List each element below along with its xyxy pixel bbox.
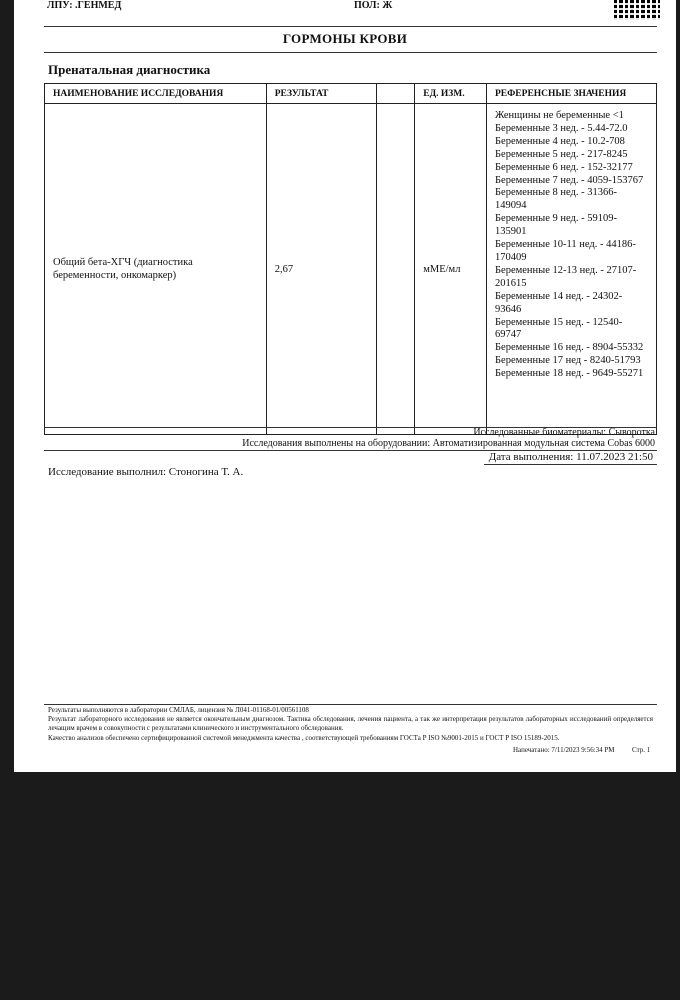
- date-done: Дата выполнения: 11.07.2023 21:50: [488, 451, 653, 463]
- results-table: [44, 83, 657, 435]
- unit-value: мМЕ/мл: [415, 104, 487, 435]
- result-flag: [377, 104, 415, 435]
- sex-value: Ж: [382, 0, 393, 11]
- biomaterial-info: Исследованные биоматериалы: Сыворотка: [473, 427, 655, 438]
- column-header: РЕЗУЛЬТАТ: [266, 84, 377, 104]
- reference-item: Беременные 18 нед. - 9649-55271: [495, 368, 644, 380]
- divider: [484, 464, 657, 465]
- reference-item: Беременные 6 нед. - 152-32177: [495, 161, 633, 173]
- test-name: [45, 104, 267, 435]
- lpu-value: .ГЕНМЕД: [75, 0, 122, 11]
- reference-item: Беременные 4 нед. - 10.2-708: [495, 135, 625, 147]
- column-header: НАИМЕНОВАНИЕ ИССЛЕДОВАНИЯ: [45, 84, 267, 104]
- printed-timestamp: Напечатано: 7/11/2023 9:56:34 PM: [513, 746, 615, 754]
- column-header: РЕФЕРЕНСНЫЕ ЗНАЧЕНИЯ: [487, 84, 657, 104]
- reference-item: Беременные 5 нед. - 217-8245: [495, 148, 628, 160]
- reference-item: Беременные 9 нед. - 59109-135901: [495, 213, 617, 238]
- reference-list: [495, 110, 645, 381]
- lpu-label: ЛПУ:: [47, 0, 73, 11]
- reference-item: Женщины не беременные <1: [495, 110, 624, 121]
- table-row: [45, 104, 657, 435]
- sex-label: ПОЛ:: [354, 0, 380, 11]
- divider: [44, 26, 657, 27]
- document-page: [14, 0, 676, 772]
- divider: [44, 52, 657, 53]
- equipment-info: Исследования выполнены на оборудовании: Автоматизированная модульная система Cobas 6000: [242, 438, 655, 449]
- column-header: ЕД. ИЗМ.: [415, 84, 487, 104]
- page-number: Стр. 1: [632, 746, 651, 754]
- column-header: [377, 84, 415, 104]
- divider: [44, 704, 657, 705]
- reference-item: Беременные 17 нед - 8240-51793: [495, 355, 641, 367]
- performer: Исследование выполнил: Стоногина Т. А.: [48, 466, 244, 478]
- footer-disclaimer: Результат лабораторного исследования не является окончательным диагнозом. Тактика обследования, лечения пациента, а так же интерпретация результатов лабораторных исследований определяется лечащим врачем в совокупности с результатами клинического и инструментального обследования.: [48, 715, 653, 733]
- footer-license: Результаты выполняются в лаборатории СМЛАБ, лицензия № Л041-01168-01/00561108: [48, 706, 309, 714]
- reference-values: [487, 104, 657, 435]
- reference-item: Беременные 10-11 нед. - 44186-170409: [495, 239, 636, 263]
- reference-item: Беременные 15 нед. - 12540-69747: [495, 316, 623, 341]
- reference-item: Беременные 3 нед. - 5.44-72.0: [495, 122, 628, 134]
- page-title: ГОРМОНЫ КРОВИ: [282, 31, 408, 46]
- lpu-field: [47, 0, 121, 11]
- footer-quality: Качество анализов обеспечено сертифицированной системой менеджмента качества , соответствующей требованиям ГОСТа Р ISO №9001-2015 и ГОСТ Р ISO 15189-2015.: [48, 734, 560, 742]
- test-name-text: Общий бета-ХГЧ (диагностика беременности, онкомаркер): [53, 257, 193, 281]
- reference-item: Беременные 14 нед. - 24302-93646: [495, 290, 623, 315]
- reference-item: Беременные 7 нед. - 4059-153767: [495, 174, 644, 186]
- table-header-row: [45, 84, 657, 104]
- qr-code-icon: [614, 0, 660, 20]
- reference-item: Беременные 16 нед. - 8904-55332: [495, 342, 644, 354]
- result-value: 2,67: [266, 104, 377, 435]
- sex-field: [354, 0, 392, 11]
- reference-item: Беременные 12-13 нед. - 27107-201615: [495, 264, 637, 289]
- reference-item: Беременные 8 нед. - 31366-149094: [495, 187, 617, 212]
- section-title: Пренатальная диагностика: [48, 62, 211, 77]
